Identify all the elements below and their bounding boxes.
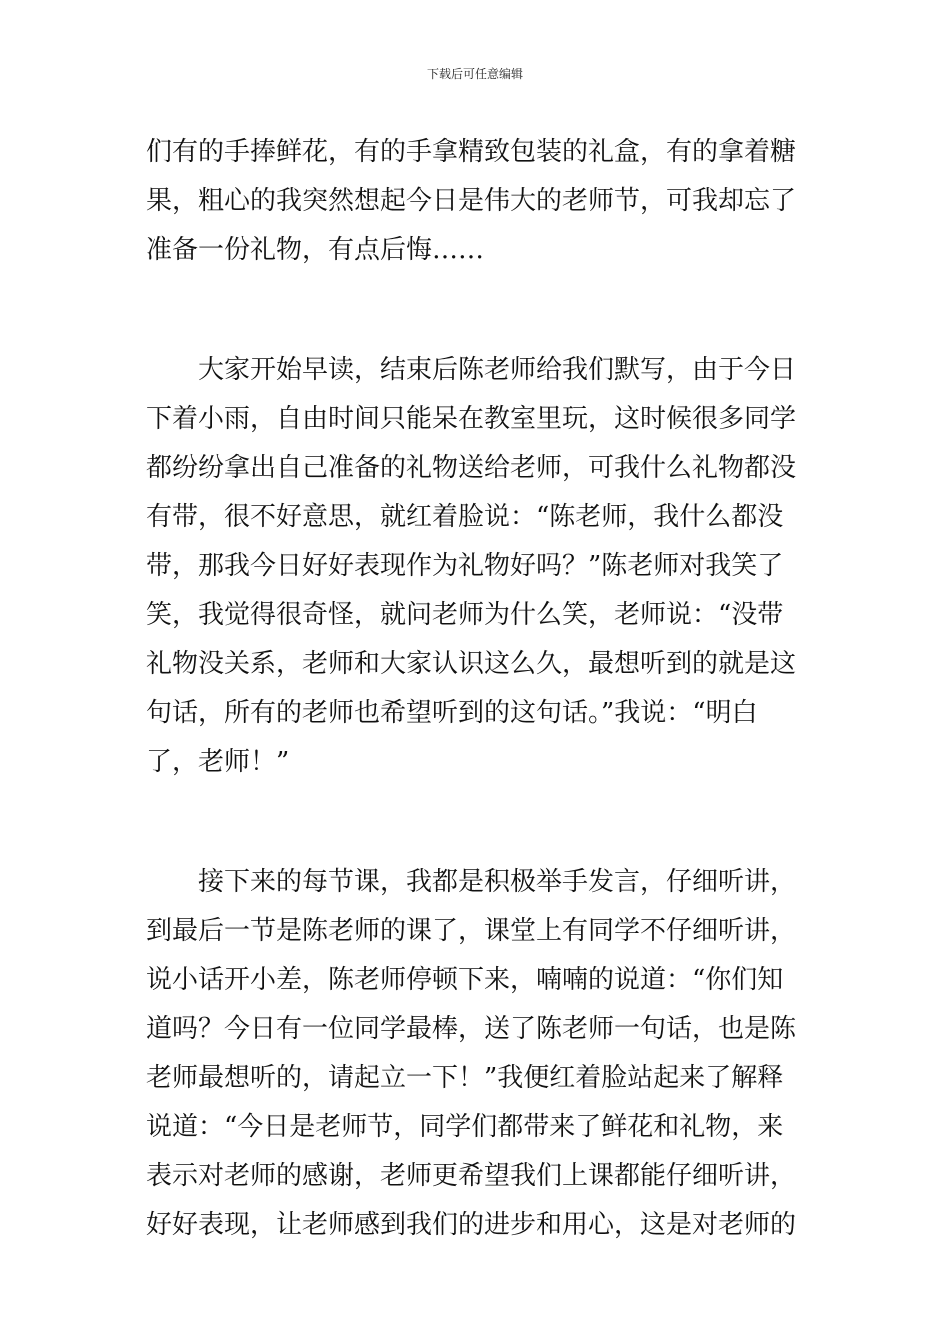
text-line: 说道：“今日是老师节，同学们都带来了鲜花和礼物，来 [146,1112,784,1142]
text-line: 大家开始早读，结束后陈老师给我们默写，由于今日 [146,355,797,385]
paragraph-3 [146,858,814,1250]
text-line: 到最后一节是陈老师的课了，课堂上有同学不仔细听讲， [146,916,797,946]
text-line: 带，那我今日好好表现作为礼物好吗？”陈老师对我笑了 [146,551,784,581]
text-line: 了，老师！” [146,747,290,777]
paragraph-2 [146,346,814,787]
document-body [146,128,814,1250]
text-line: 好好表现，让老师感到我们的进步和用心，这是对老师的 [146,1210,797,1240]
text-line: 礼物没关系，老师和大家认识这么久，最想听到的就是这 [146,649,797,679]
text-line: 都纷纷拿出自己准备的礼物送给老师，可我什么礼物都没 [146,453,797,483]
page-header: 下载后可任意编辑 [426,67,523,81]
text-line: 果，粗心的我突然想起今日是伟大的老师节，可我却忘了 [146,186,797,216]
text-line: 道吗？今日有一位同学最棒，送了陈老师一句话，也是陈 [146,1014,797,1044]
text-line: 说小话开小差，陈老师停顿下来，喃喃的说道：“你们知 [146,965,784,995]
paragraph-spacer [146,275,814,324]
paragraph-spacer [146,787,814,836]
text-line: 有带，很不好意思，就红着脸说：“陈老师，我什么都没 [146,502,784,532]
text-line: 准备一份礼物，有点后悔…… [146,235,485,265]
text-line: 下着小雨，自由时间只能呆在教室里玩，这时候很多同学 [146,404,797,434]
text-line: 接下来的每节课，我都是积极举手发言，仔细听讲， [146,867,797,897]
text-line: 表示对老师的感谢，老师更希望我们上课都能仔细听讲， [146,1161,797,1191]
text-line: 老师最想听的，请起立一下！”我便红着脸站起来了解释 [146,1063,784,1093]
paragraph-1 [146,128,814,275]
text-line: 笑，我觉得很奇怪，就问老师为什么笑，老师说：“没带 [146,600,784,630]
text-line: 们有的手捧鲜花，有的手拿精致包装的礼盒，有的拿着糖 [146,137,797,167]
text-line: 句话，所有的老师也希望听到的这句话。”我说：“明白 [146,698,758,728]
